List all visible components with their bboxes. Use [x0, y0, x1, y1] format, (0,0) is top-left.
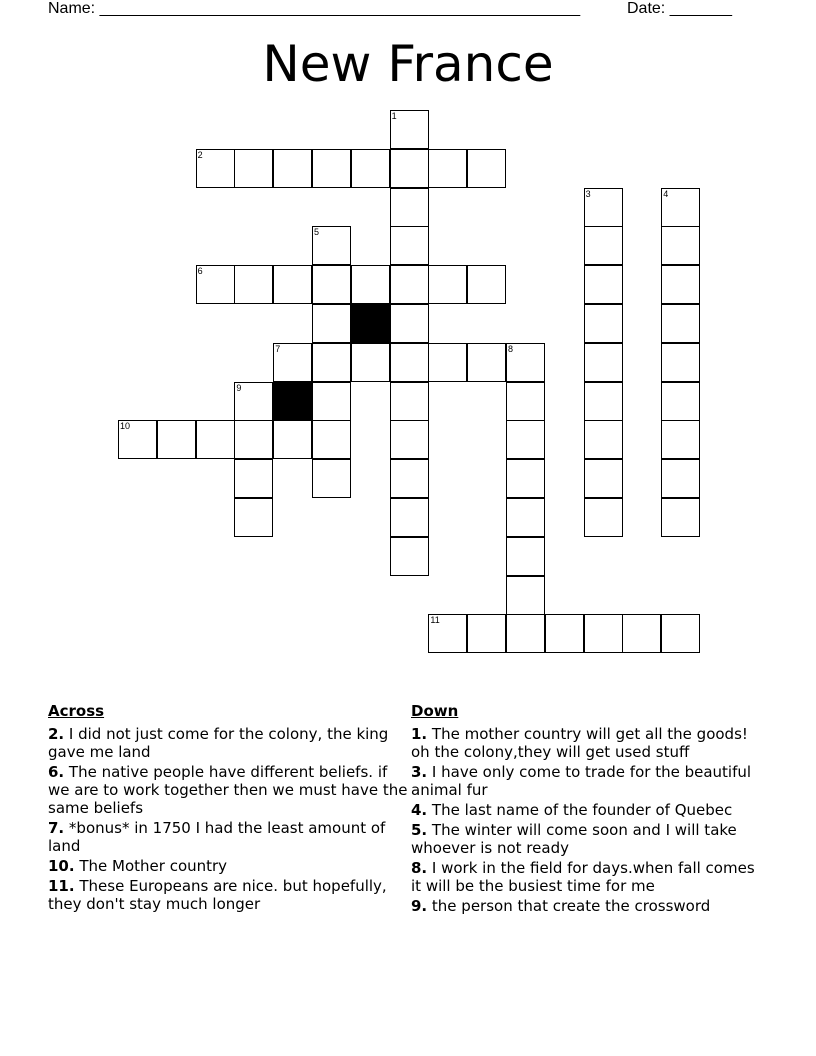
- crossword-cell[interactable]: [545, 614, 584, 653]
- crossword-cell[interactable]: [196, 149, 235, 188]
- down-heading: Down: [411, 702, 459, 720]
- crossword-cell[interactable]: [584, 265, 623, 304]
- across-clue: [48, 857, 408, 875]
- clue-number: 11: [430, 615, 440, 626]
- clue-text: *bonus* in 1750 I had the least amount of land: [48, 819, 386, 855]
- crossword-cell[interactable]: [273, 420, 312, 459]
- crossword-cell[interactable]: [506, 343, 545, 382]
- clue-text: I have only come to trade for the beautiful animal fur: [411, 763, 752, 799]
- across-clue: [48, 725, 408, 761]
- crossword-block-cell: [351, 304, 390, 343]
- crossword-cell[interactable]: [390, 149, 429, 188]
- crossword-cell[interactable]: [584, 343, 623, 382]
- across-clue: [48, 877, 408, 913]
- down-clue: [411, 821, 756, 857]
- clue-number: 9: [236, 382, 242, 393]
- crossword-cell[interactable]: [312, 149, 351, 188]
- crossword-cell[interactable]: [351, 343, 390, 382]
- crossword-cell[interactable]: [312, 343, 351, 382]
- crossword-cell[interactable]: [584, 188, 623, 227]
- crossword-cell[interactable]: [118, 420, 157, 459]
- crossword-cell[interactable]: [390, 382, 429, 421]
- crossword-cell[interactable]: [234, 382, 273, 421]
- across-heading: Across: [48, 702, 105, 720]
- crossword-cell[interactable]: [390, 459, 429, 498]
- clue-number: 6.: [48, 763, 65, 781]
- crossword-cell[interactable]: [584, 304, 623, 343]
- clue-text: The winter will come soon and I will take whoever is not ready: [411, 821, 737, 857]
- down-clue: [411, 763, 756, 799]
- crossword-cell[interactable]: [390, 343, 429, 382]
- clue-text: the person that create the crossword: [431, 897, 711, 915]
- crossword-cell[interactable]: [506, 382, 545, 421]
- crossword-cell[interactable]: [312, 382, 351, 421]
- crossword-cell[interactable]: [506, 614, 545, 653]
- crossword-cell[interactable]: [506, 498, 545, 537]
- crossword-cell[interactable]: [506, 537, 545, 576]
- clue-number: 10: [120, 421, 131, 432]
- crossword-cell[interactable]: [196, 420, 235, 459]
- clue-number: 4.: [411, 801, 428, 819]
- crossword-cell[interactable]: [273, 265, 312, 304]
- crossword-cell[interactable]: [584, 498, 623, 537]
- crossword-cell[interactable]: [157, 420, 196, 459]
- across-clue: [48, 763, 408, 817]
- clue-number: 5: [314, 227, 320, 238]
- crossword-cell[interactable]: [661, 226, 700, 265]
- clue-number: 4: [663, 188, 669, 199]
- across-clue-list: [48, 725, 408, 913]
- date-field-label: Date: _______: [627, 0, 732, 17]
- crossword-cell[interactable]: [506, 576, 545, 615]
- crossword-cell[interactable]: [312, 226, 351, 265]
- down-clue: [411, 859, 756, 895]
- crossword-cell[interactable]: [661, 382, 700, 421]
- crossword-block-cell: [273, 382, 312, 421]
- clue-number: 8.: [411, 859, 428, 877]
- crossword-cell[interactable]: [390, 265, 429, 304]
- crossword-cell[interactable]: [467, 265, 506, 304]
- clue-number: 3: [585, 188, 591, 199]
- across-clue: [48, 819, 408, 855]
- crossword-cell[interactable]: [351, 149, 390, 188]
- crossword-cell[interactable]: [390, 537, 429, 576]
- clue-number: 6: [197, 266, 203, 277]
- clue-number: 11.: [48, 877, 75, 895]
- crossword-cell[interactable]: [661, 304, 700, 343]
- crossword-cell[interactable]: [390, 420, 429, 459]
- crossword-cell[interactable]: [428, 614, 467, 653]
- crossword-cell[interactable]: [196, 265, 235, 304]
- across-clues: [48, 702, 408, 915]
- crossword-cell[interactable]: [312, 420, 351, 459]
- crossword-cell[interactable]: [428, 149, 467, 188]
- crossword-cell[interactable]: [661, 459, 700, 498]
- clue-number: 9.: [411, 897, 428, 915]
- crossword-cell[interactable]: [390, 110, 429, 149]
- clue-number: 10.: [48, 857, 75, 875]
- crossword-cell[interactable]: [428, 343, 467, 382]
- crossword-cell[interactable]: [428, 265, 467, 304]
- clue-number: 7: [275, 343, 281, 354]
- crossword-cell[interactable]: [661, 265, 700, 304]
- crossword-cell[interactable]: [234, 149, 273, 188]
- down-clue: [411, 725, 756, 761]
- crossword-cell[interactable]: [234, 265, 273, 304]
- crossword-cell[interactable]: [312, 304, 351, 343]
- crossword-cell[interactable]: [273, 149, 312, 188]
- clue-text: These Europeans are nice. but hopefully, they don't stay much longer: [48, 877, 387, 913]
- crossword-cell[interactable]: [390, 498, 429, 537]
- clue-number: 7.: [48, 819, 65, 837]
- crossword-cell[interactable]: [584, 459, 623, 498]
- name-field-label: Name: ______________________________________________________: [48, 0, 581, 17]
- page-title: New France: [262, 35, 554, 93]
- clue-text: The mother country will get all the goods! oh the colony,they will get used stuff: [411, 725, 748, 761]
- clue-number: 8: [508, 343, 514, 354]
- crossword-cell[interactable]: [312, 265, 351, 304]
- clue-text: The last name of the founder of Quebec: [431, 801, 733, 819]
- crossword-cell[interactable]: [584, 614, 623, 653]
- crossword-cell[interactable]: [584, 226, 623, 265]
- crossword-cell[interactable]: [661, 343, 700, 382]
- clue-number: 3.: [411, 763, 428, 781]
- crossword-cell[interactable]: [234, 459, 273, 498]
- crossword-cell[interactable]: [351, 265, 390, 304]
- crossword-cell[interactable]: [467, 149, 506, 188]
- crossword-cell[interactable]: [506, 420, 545, 459]
- clue-number: 1.: [411, 725, 428, 743]
- crossword-cell[interactable]: [390, 226, 429, 265]
- clue-text: The Mother country: [79, 857, 228, 875]
- crossword-cell[interactable]: [467, 614, 506, 653]
- crossword-cell[interactable]: [661, 420, 700, 459]
- down-clue: [411, 897, 756, 915]
- crossword-cell[interactable]: [467, 343, 506, 382]
- clue-number: 2: [197, 149, 203, 160]
- crossword-cell[interactable]: [312, 459, 351, 498]
- crossword-cell[interactable]: [584, 420, 623, 459]
- crossword-cell[interactable]: [661, 188, 700, 227]
- crossword-cell[interactable]: [390, 304, 429, 343]
- crossword-cell[interactable]: [661, 498, 700, 537]
- crossword-cell[interactable]: [273, 343, 312, 382]
- clue-number: 2.: [48, 725, 65, 743]
- crossword-cell[interactable]: [506, 459, 545, 498]
- crossword-cell[interactable]: [584, 382, 623, 421]
- clue-number: 5.: [411, 821, 428, 839]
- crossword-cell[interactable]: [234, 420, 273, 459]
- clue-text: I did not just come for the colony, the king gave me land: [48, 725, 389, 761]
- clue-text: The native people have different beliefs. if we are to work together then we must have the same beliefs: [48, 763, 408, 817]
- crossword-cell[interactable]: [390, 188, 429, 227]
- crossword-cell[interactable]: [234, 498, 273, 537]
- down-clue-list: [411, 725, 756, 915]
- clue-number: 1: [391, 111, 397, 121]
- clue-text: I work in the field for days.when fall comes it will be the busiest time for me: [411, 859, 755, 895]
- down-clue: [411, 801, 756, 819]
- down-clues: [411, 702, 756, 917]
- crossword-cell[interactable]: [661, 614, 700, 653]
- crossword-cell[interactable]: [622, 614, 661, 653]
